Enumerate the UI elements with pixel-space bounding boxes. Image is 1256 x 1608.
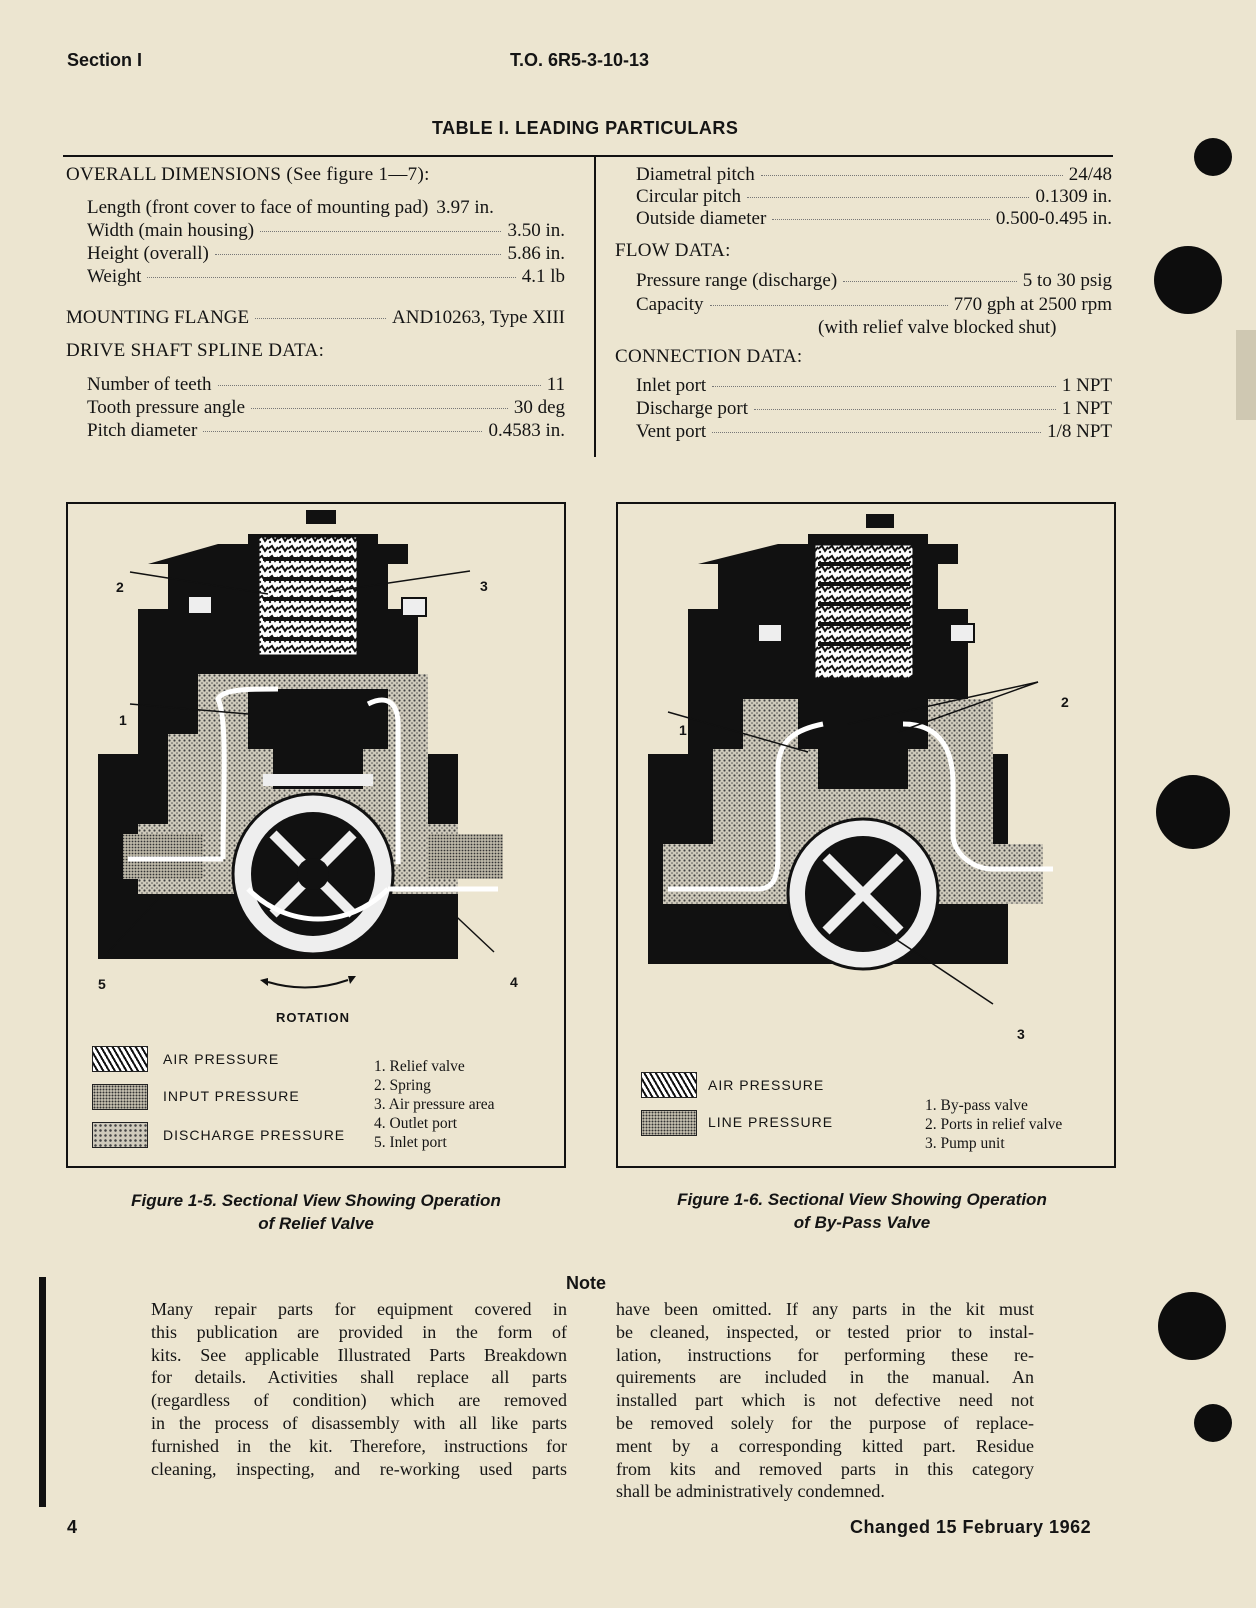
flow-data-heading: FLOW DATA: — [615, 240, 731, 261]
binder-hole — [1194, 1404, 1232, 1442]
list-item: 5. Inlet port — [374, 1134, 447, 1151]
table-row: Diametral pitch 24/48 — [636, 164, 1112, 185]
note-column-2: have been omitted. If any parts in the kit must be cleaned, inspected, or tested prior to instal- lation, instructions for performing these re- quirements are included in the manual. An installed part which is not defective need not be removed solely for the purpose of replace- ment by a corresponding kitted part. Residue from kits and removed parts in this category shall be administratively condemned. — [616, 1299, 1034, 1502]
figure-1-5-caption: Figure 1-5. Sectional View Showing Operation of Relief Valve — [131, 1191, 501, 1233]
list-item: 1. Relief valve — [374, 1058, 465, 1075]
table-row: Length (front cover to face of mounting pad) 3.97 in. — [87, 197, 494, 218]
note-column-1: Many repair parts for equipment covered in this publication are provided in the form of kits. See applicable Illustrated Parts Breakdown for details. Activities shall replace all parts (regardless of condition) which are removed in the process of disassembly with all like parts furnished in the kit. Therefore, instructions for cleaning, inspecting, and re-working used parts — [151, 1299, 567, 1479]
list-item: 3. Pump unit — [925, 1135, 1005, 1152]
binder-hole — [1156, 775, 1230, 849]
binder-hole — [1194, 138, 1232, 176]
legend-line-pressure: LINE PRESSURE — [708, 1114, 834, 1130]
callout-3: 3 — [480, 578, 488, 594]
callout-4: 4 — [510, 974, 518, 990]
table-row: Capacity 770 gph at 2500 rpm — [636, 294, 1112, 315]
to-number: T.O. 6R5-3-10-13 — [510, 50, 650, 70]
callout-1: 1 — [679, 722, 687, 738]
legend-air-pressure: AIR PRESSURE — [163, 1051, 280, 1067]
discharge-pressure-swatch — [92, 1122, 148, 1148]
figure-1-6-caption: Figure 1-6. Sectional View Showing Operation of By-Pass Valve — [677, 1190, 1047, 1232]
table-column-divider — [594, 155, 596, 457]
air-pressure-swatch — [92, 1046, 148, 1072]
table-top-rule — [63, 155, 1113, 157]
table-row: Inlet port 1 NPT — [636, 375, 1112, 396]
air-pressure-swatch — [641, 1072, 697, 1098]
list-item: 1. By-pass valve — [925, 1097, 1028, 1114]
figure-1-6-parts-list — [925, 1096, 1062, 1153]
legend-air-pressure: AIR PRESSURE — [708, 1077, 825, 1093]
change-bar — [39, 1277, 46, 1507]
callout-5: 5 — [98, 976, 106, 992]
callout-3: 3 — [1017, 1026, 1025, 1042]
note-title: Note — [566, 1273, 606, 1293]
figure-1-5-parts-list — [374, 1057, 495, 1152]
connection-data-heading: CONNECTION DATA: — [615, 346, 803, 367]
list-item: 2. Ports in relief valve — [925, 1116, 1063, 1133]
binder-hole — [1158, 1292, 1226, 1360]
line-pressure-swatch — [641, 1110, 697, 1136]
mounting-flange-row: MOUNTING FLANGE AND10263, Type XIII — [66, 307, 565, 328]
page-number: 4 — [67, 1517, 78, 1537]
list-item: 4. Outlet port — [374, 1115, 458, 1132]
callout-1: 1 — [119, 712, 127, 728]
table-row: Number of teeth 11 — [87, 374, 565, 395]
table-row: Circular pitch 0.1309 in. — [636, 186, 1112, 207]
legend-discharge-pressure: DISCHARGE PRESSURE — [163, 1127, 346, 1143]
section-label: Section I — [67, 50, 143, 70]
capacity-note: (with relief valve blocked shut) — [818, 317, 1057, 338]
table-row: Pitch diameter 0.4583 in. — [87, 420, 565, 441]
spline-heading: DRIVE SHAFT SPLINE DATA: — [66, 340, 325, 361]
table-title: TABLE I. LEADING PARTICULARS — [432, 118, 739, 138]
binder-hole — [1154, 246, 1222, 314]
rotation-label: ROTATION — [276, 1010, 350, 1025]
list-item: 3. Air pressure area — [374, 1096, 495, 1113]
relief-valve-sectional-drawing — [68, 504, 564, 1024]
overall-dimensions-heading: OVERALL DIMENSIONS (See figure 1—7): — [66, 164, 430, 185]
table-row: Discharge port 1 NPT — [636, 398, 1112, 419]
table-row: Width (main housing) 3.50 in. — [87, 220, 565, 241]
table-row: Height (overall) 5.86 in. — [87, 243, 565, 264]
input-pressure-swatch — [92, 1084, 148, 1110]
table-row: Outside diameter 0.500-0.495 in. — [636, 208, 1112, 229]
table-row: Tooth pressure angle 30 deg — [87, 397, 565, 418]
callout-2: 2 — [116, 579, 124, 595]
page-edge-mark — [1236, 330, 1256, 420]
table-row: Pressure range (discharge) 5 to 30 psig — [636, 270, 1112, 291]
bypass-valve-sectional-drawing — [618, 504, 1114, 1044]
legend-input-pressure: INPUT PRESSURE — [163, 1088, 300, 1104]
change-date: Changed 15 February 1962 — [850, 1517, 1092, 1537]
callout-2: 2 — [1061, 694, 1069, 710]
table-row: Vent port 1/8 NPT — [636, 421, 1112, 442]
list-item: 2. Spring — [374, 1077, 431, 1094]
table-row: Weight 4.1 lb — [87, 266, 565, 287]
